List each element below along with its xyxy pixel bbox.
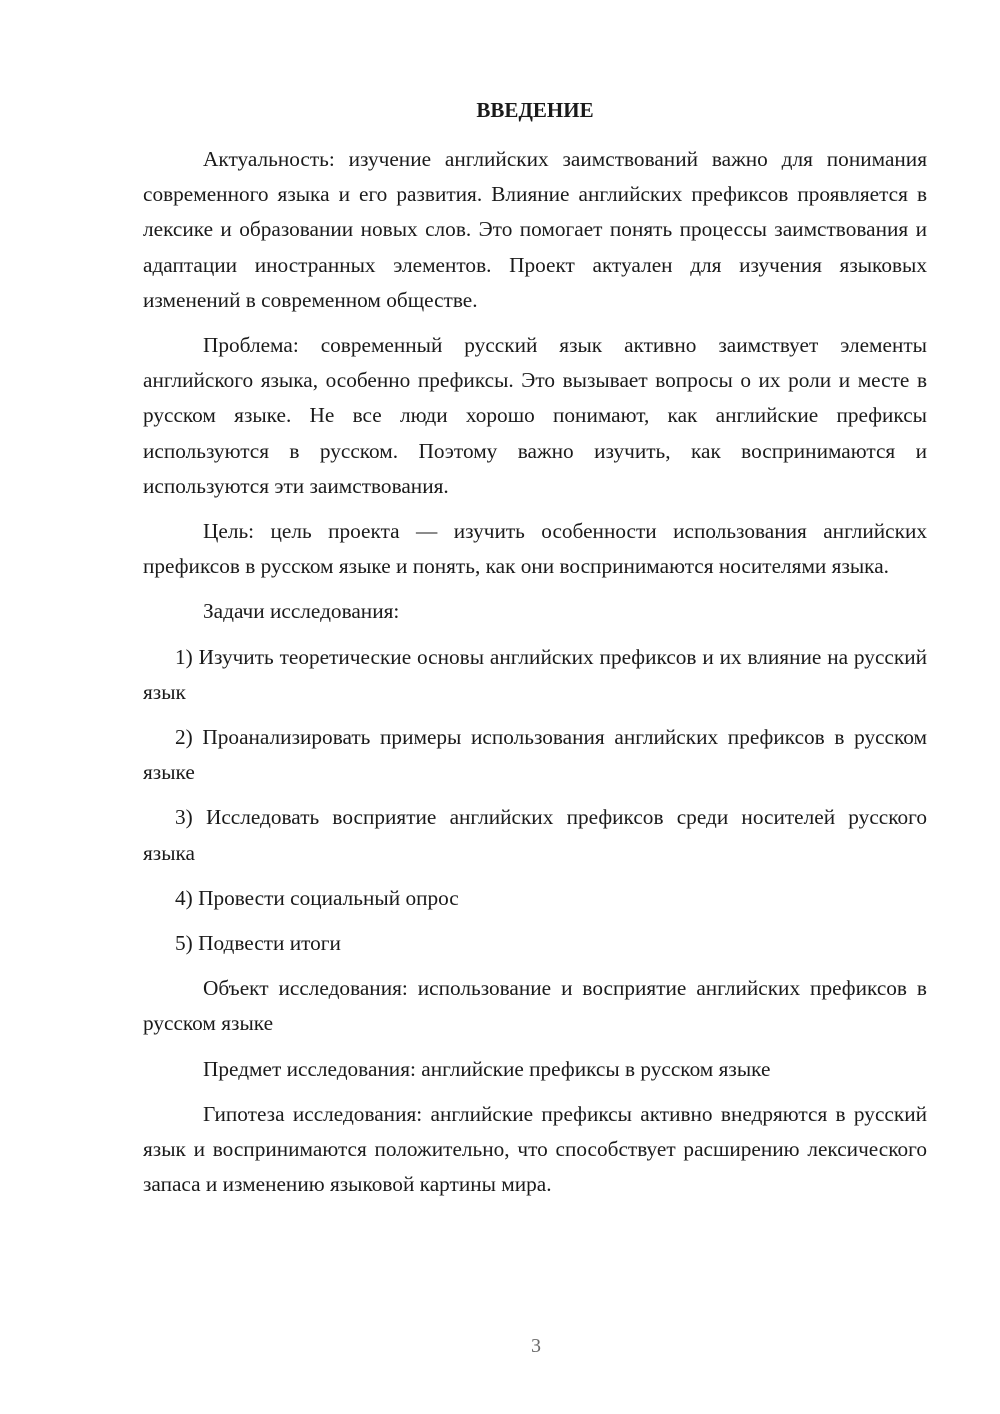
relevance-paragraph: Актуальность: изучение английских заимствований важно для понимания современного языка и его развития. Влияние английских префиксов проявляется в лексике и образовании новых слов. Это помогает понять процессы заимствования и адаптации иностранных элементов. Проект актуален для изучения языковых изменений в современном обществе. [143, 147, 927, 312]
task-item: 4) Провести социальный опрос [175, 885, 459, 910]
hypothesis-paragraph: Гипотеза исследования: английские префиксы активно внедряются в русский язык и воспринимаются положительно, что способствует расширению лексического запаса и изменению языковой картины мира. [143, 1101, 927, 1197]
page-number: 3 [531, 1335, 541, 1357]
tasks-heading: Задачи исследования: [203, 599, 400, 624]
page-content [143, 94, 927, 1202]
goal-paragraph: Цель: цель проекта — изучить особенности использования английских префиксов в русском языке и понять, как они воспринимаются носителями языка. [143, 519, 927, 579]
task-item: 5) Подвести итоги [175, 931, 341, 956]
task-item: 1) Изучить теоретические основы английских префиксов и их влияние на русский язык [143, 644, 927, 704]
problem-paragraph: Проблема: современный русский язык активно заимствует элементы английского языка, особенно префиксы. Это вызывает вопросы о их роли и месте в русском языке. Не все люди хорошо понимают, как английские префиксы используются в русском. Поэтому важно изучить, как воспринимаются и используются эти заимствования. [143, 333, 927, 498]
object-paragraph: Объект исследования: использование и восприятие английских префиксов в русском языке [143, 976, 927, 1036]
subject-paragraph: Предмет исследования: английские префиксы в русском языке [203, 1056, 771, 1081]
section-heading: ВВЕДЕНИЕ [476, 98, 594, 122]
task-item: 3) Исследовать восприятие английских префиксов среди носителей русского языка [143, 805, 927, 865]
task-item: 2) Проанализировать примеры использования английских префиксов в русском языке [143, 725, 927, 785]
